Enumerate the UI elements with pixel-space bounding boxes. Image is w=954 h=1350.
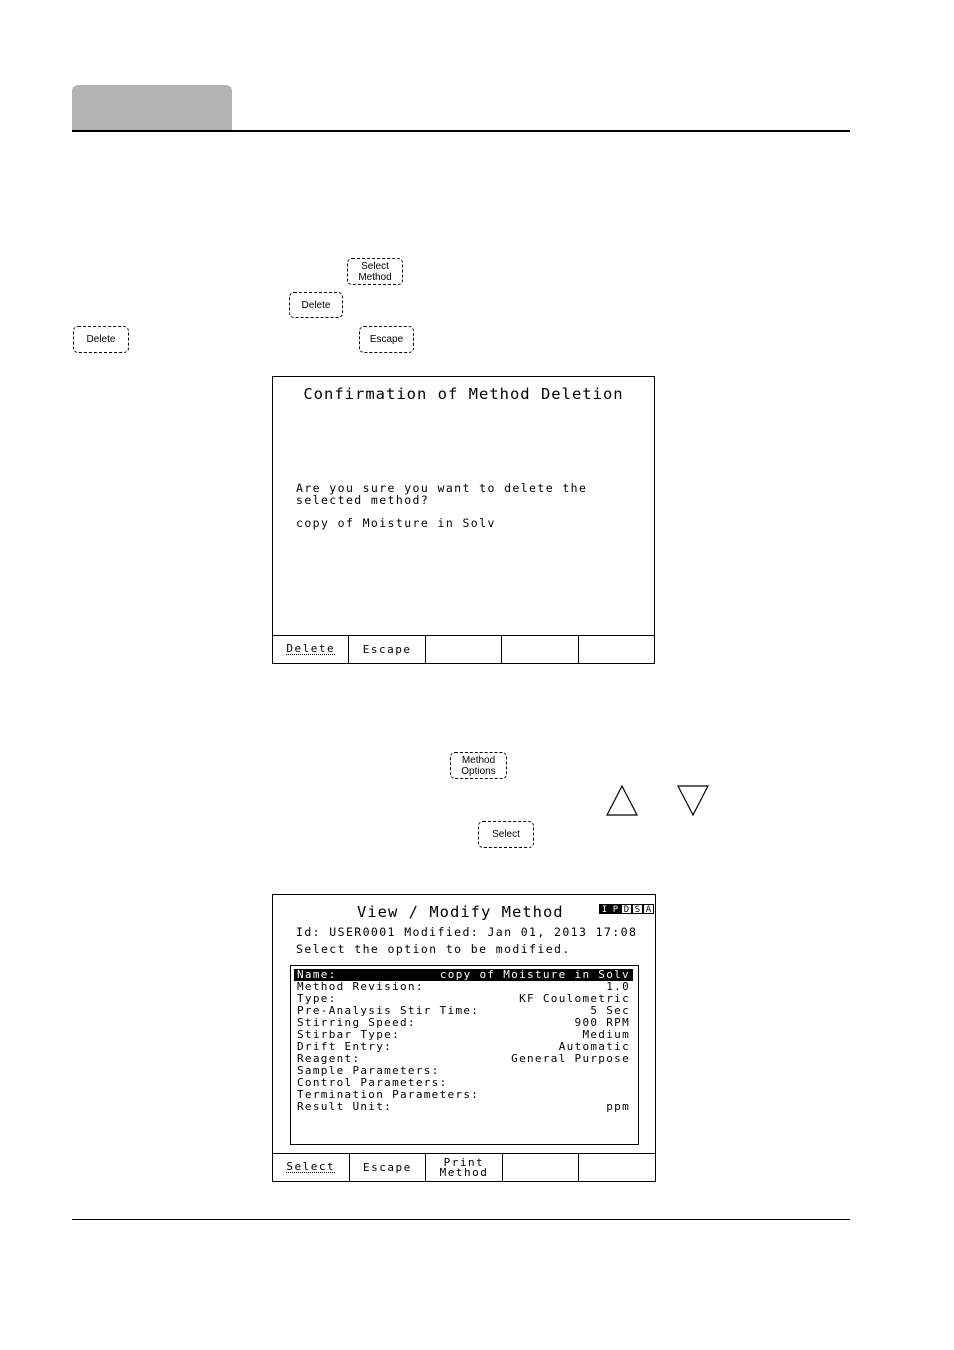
method-options-key-line1: Method: [461, 754, 496, 766]
method-name: copy of Moisture in Solv: [296, 516, 496, 530]
softkey-4[interactable]: [503, 1154, 580, 1181]
footer-rule: [72, 1219, 850, 1220]
escape-key-label: Escape: [369, 334, 404, 345]
screen-title: Confirmation of Method Deletion: [303, 385, 624, 403]
option-label: Name:: [297, 968, 337, 981]
option-value: ppm: [606, 1100, 630, 1113]
softkey-bar: [273, 1153, 655, 1181]
options-list: [290, 965, 639, 1145]
header-rule: [72, 130, 850, 132]
option-label: Stirring Speed:: [297, 1016, 416, 1029]
status-indicator-d: D: [621, 904, 632, 914]
softkey-escape[interactable]: Escape: [350, 1154, 427, 1181]
delete-key-label: Delete: [301, 299, 331, 311]
option-value: 900 RPM: [574, 1016, 630, 1029]
up-arrow-icon[interactable]: [605, 785, 639, 816]
option-value: 5 Sec: [590, 1004, 630, 1017]
select-method-key-line1: Select: [361, 260, 389, 272]
softkey-escape[interactable]: Escape: [349, 636, 425, 663]
option-label: Sample Parameters:: [297, 1064, 440, 1077]
select-method-key-line2: Method: [358, 271, 392, 283]
option-value: Automatic: [558, 1040, 630, 1053]
select-method-key[interactable]: [347, 258, 403, 285]
down-arrow-icon[interactable]: [676, 785, 710, 816]
delete-key[interactable]: [289, 292, 343, 318]
softkey-delete[interactable]: Delete: [273, 636, 349, 663]
option-label: Type:: [297, 992, 337, 1005]
softkey-5[interactable]: [579, 1154, 655, 1181]
option-value: Medium: [582, 1028, 630, 1041]
softkey-print-method[interactable]: Print Method: [426, 1154, 503, 1181]
question-line-1: Are you sure you want to delete the: [296, 481, 588, 495]
softkey-5[interactable]: [579, 636, 654, 663]
softkey-bar: [273, 635, 654, 663]
option-label: Result Unit:: [297, 1100, 393, 1113]
option-label: Reagent:: [297, 1052, 361, 1065]
option-value: 1.0: [606, 980, 630, 993]
id-line: Id: USER0001 Modified: Jan 01, 2013 17:08: [296, 925, 638, 939]
option-label: Control Parameters:: [297, 1076, 448, 1089]
option-label: Method Revision:: [297, 980, 424, 993]
option-value: General Purpose: [511, 1052, 630, 1065]
status-indicators: [599, 904, 654, 914]
header-tab: [72, 85, 232, 130]
view-modify-screen: [272, 894, 656, 1182]
status-indicator-s: S: [632, 904, 643, 914]
softkey-select[interactable]: Select: [273, 1154, 350, 1181]
softkey-4[interactable]: [502, 636, 578, 663]
escape-key[interactable]: [359, 326, 414, 353]
option-label: Drift Entry:: [297, 1040, 393, 1053]
screen-title: View / Modify Method: [357, 903, 564, 921]
option-value: copy of Moisture in Solv: [439, 968, 630, 981]
option-label: Stirbar Type:: [297, 1028, 400, 1041]
select-key-label: Select: [492, 829, 520, 840]
status-indicator-p: P: [610, 904, 621, 914]
option-value: KF Coulometric: [519, 992, 630, 1005]
select-key[interactable]: [478, 821, 534, 848]
option-row[interactable]: [294, 1101, 633, 1113]
option-label: Pre-Analysis Stir Time:: [297, 1004, 480, 1017]
delete-key-2-label: Delete: [86, 334, 116, 345]
delete-key-2[interactable]: [73, 326, 129, 353]
softkey-3[interactable]: [426, 636, 502, 663]
method-options-key[interactable]: [450, 752, 507, 779]
confirmation-screen: [272, 376, 655, 664]
instruction-line: Select the option to be modified.: [296, 942, 571, 956]
status-indicator-i: I: [599, 904, 610, 914]
question-line-2: selected method?: [296, 493, 430, 507]
method-options-key-line2: Options: [461, 765, 496, 777]
status-indicator-a: A: [643, 904, 654, 914]
option-label: Termination Parameters:: [297, 1088, 480, 1101]
